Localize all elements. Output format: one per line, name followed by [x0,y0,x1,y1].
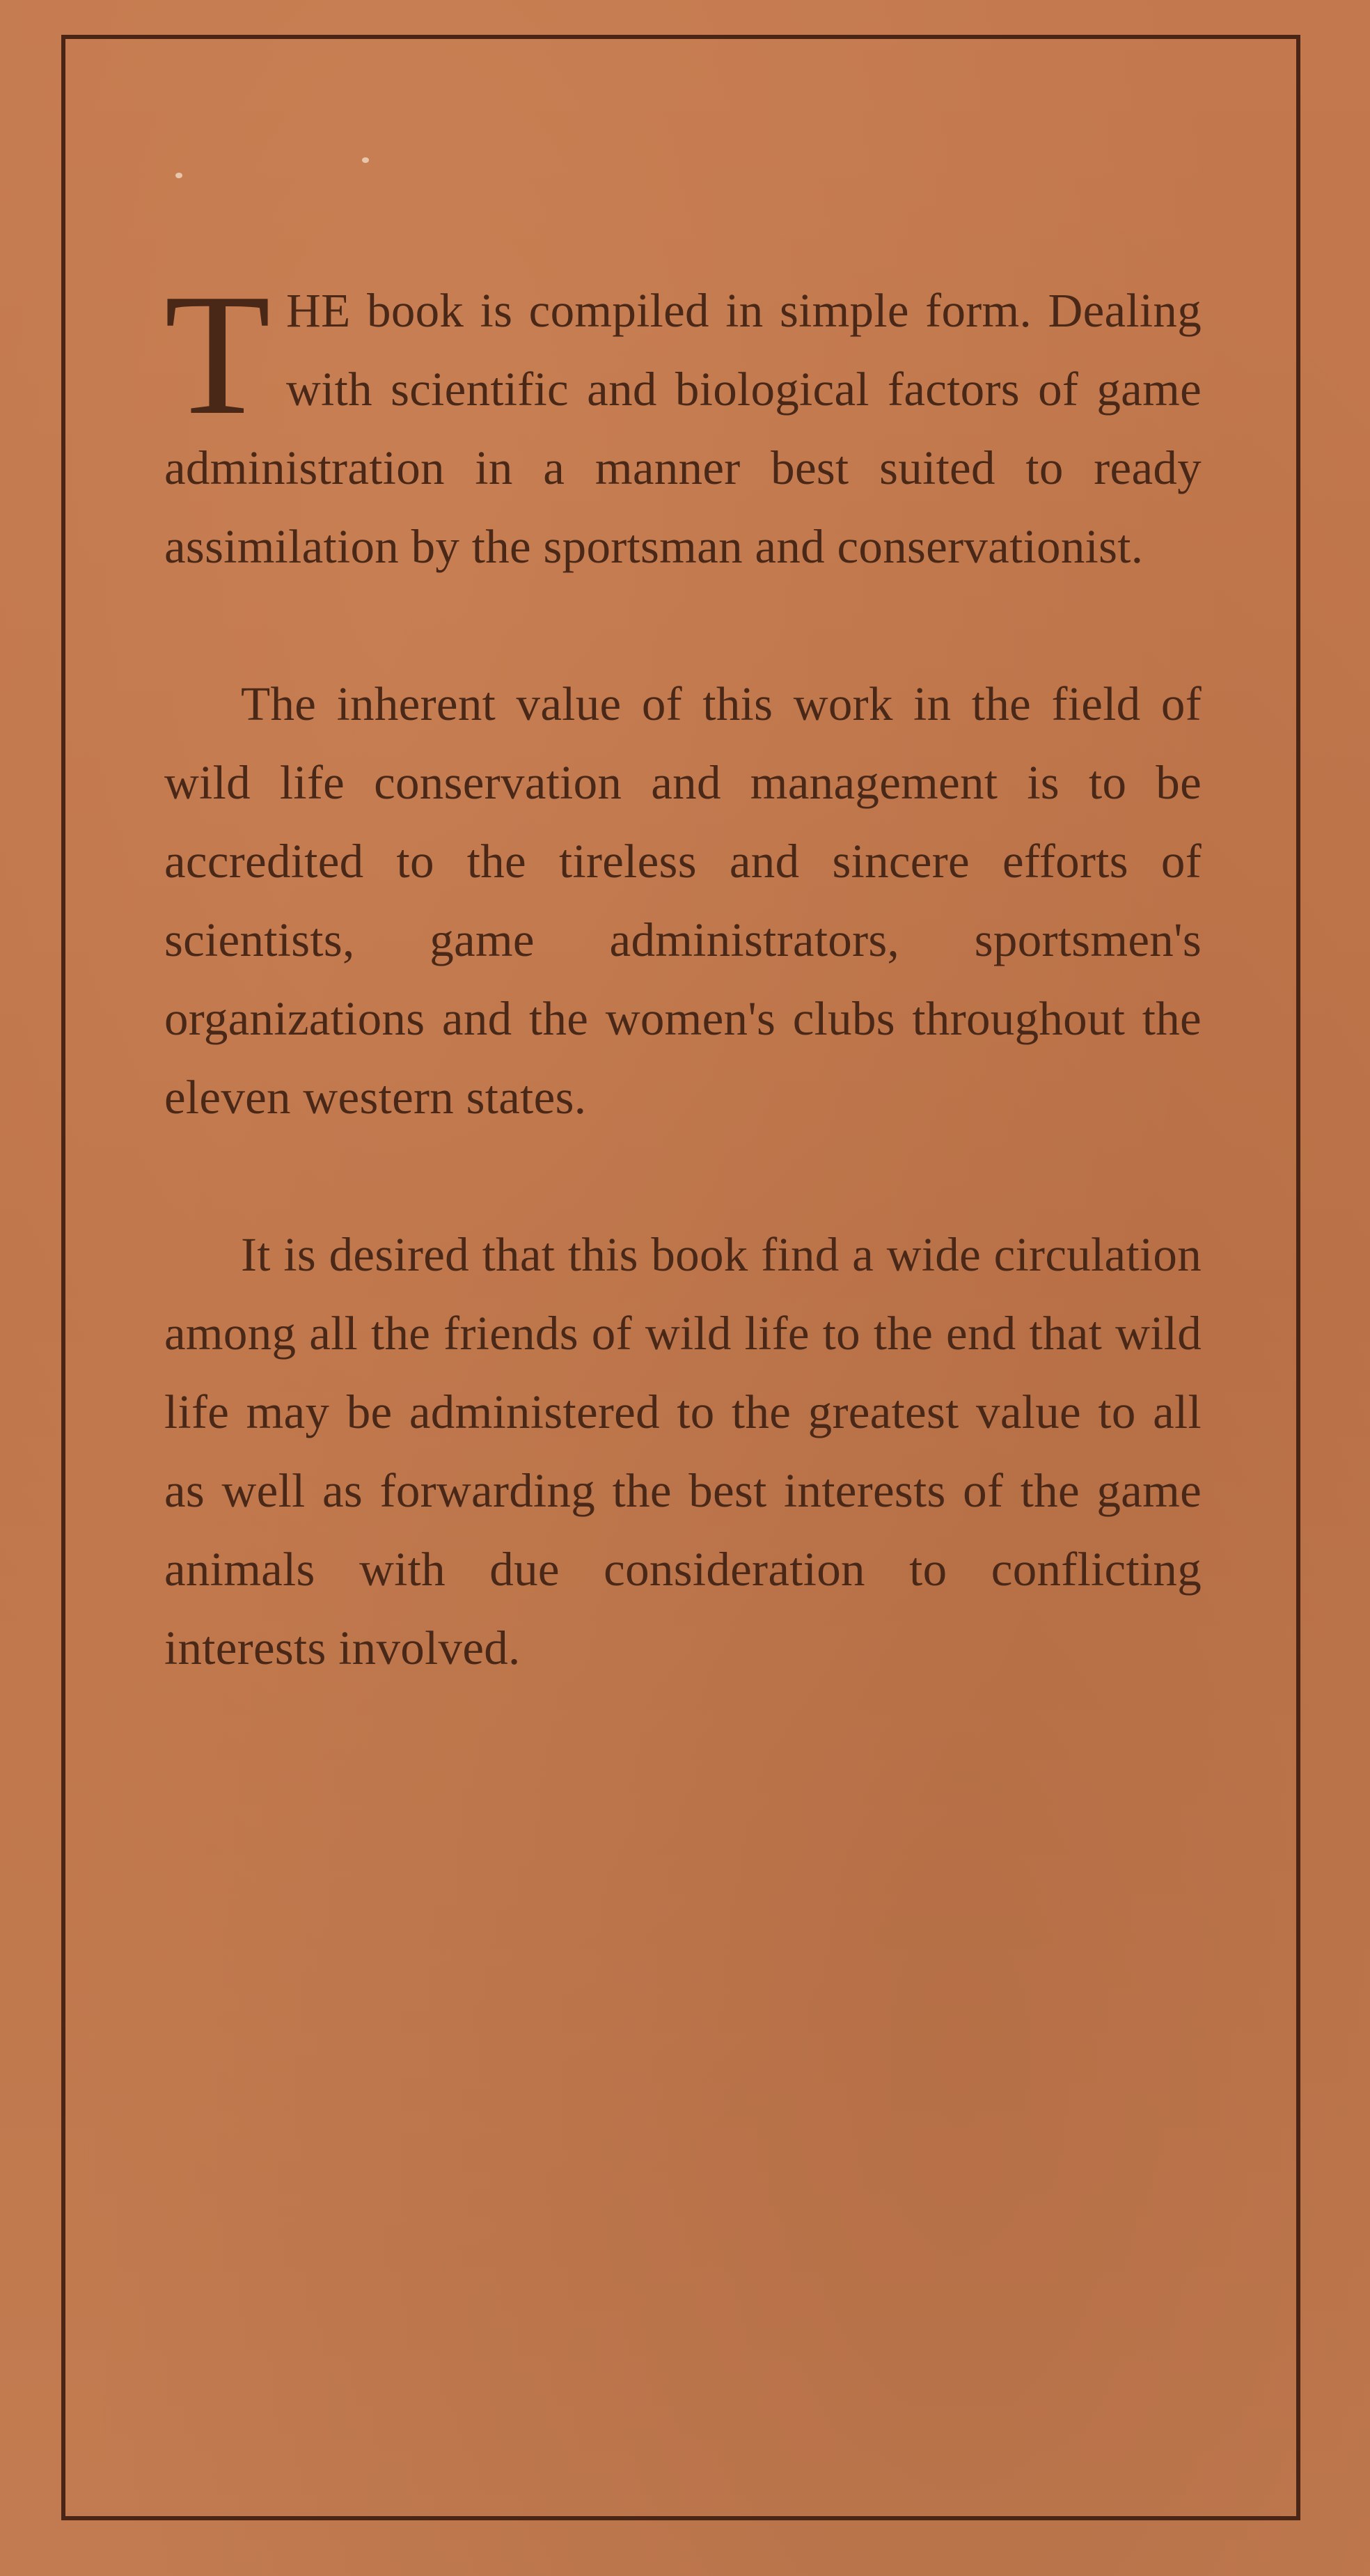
body-text [164,258,1202,1688]
paragraph-1 [164,258,1202,586]
paper-speck [175,173,182,178]
paragraph-3: It is desired that this book find a wide circulation among all the friends of wild life to the end that wild life may be administered to the greatest value to all as well as forwarding the best interests of the game animals with due consideration to conflicting interests involved. [164,1228,1202,1674]
drop-cap: T [164,258,271,451]
paragraph-2: The inherent value of this work in the field of wild life conservation and management is to be accredited to the tireless and sincere efforts of scientists, game administrators, sportsmen's organizations and the women's clubs throughout the eleven western states. [164,677,1202,1124]
paper-speck [362,157,369,163]
paragraph-1-text: HE book is compiled in simple form. Dealing with scientific and biological factors of game administration in a manner best suited to ready assimilation by the sportsman and conservationist. [164,284,1202,573]
